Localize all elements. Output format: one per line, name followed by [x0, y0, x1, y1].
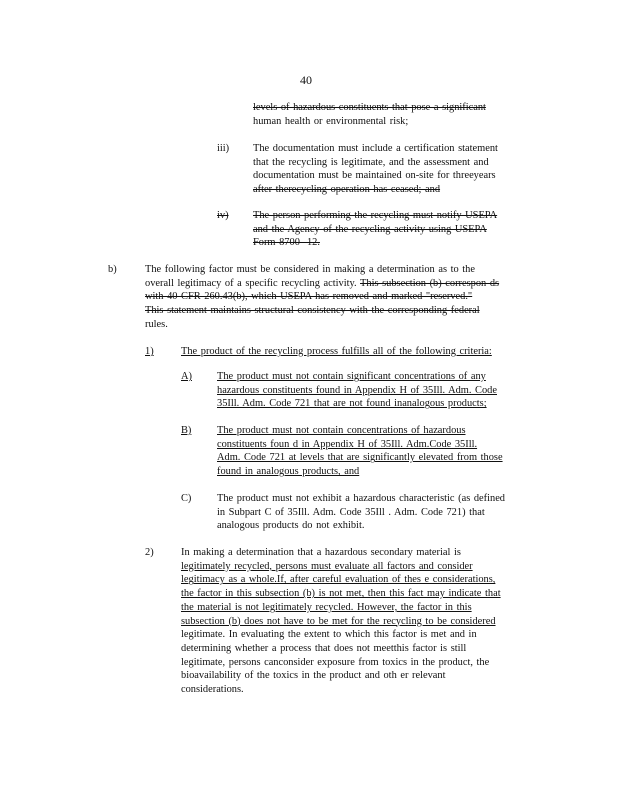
text-line: in Subpart C of 35Ill. Adm. Code 35Ill . Adm. Code 721) that: [217, 506, 485, 518]
underlined-text-line: subsection (b) does not have to be met for the recycling to be considered: [181, 615, 496, 627]
text-line: rules.: [145, 318, 168, 330]
struck-text-line: and the Agency of the recycling activity using USEPA: [253, 223, 487, 235]
struck-text-line: This statement maintains structural consistency with the corresponding federal: [145, 305, 480, 317]
text-line: The documentation must include a certification statement: [253, 143, 498, 154]
text-line: bioavailability of the toxics in the product and oth er relevant: [181, 670, 446, 682]
item-2-label: 2): [145, 547, 154, 558]
item-2-text: [181, 546, 501, 697]
underlined-text-line: The product must not contain significant concentrations of any: [217, 371, 486, 382]
underlined-text-line: hazardous constituents found in Appendix H of 35Ill. Adm. Code: [217, 384, 497, 396]
underlined-text-line: Adm. Code 721 at levels that are significantly elevated from those: [217, 452, 503, 464]
page-number: 40: [300, 73, 312, 87]
text-line: documentation must be maintained on-site for threeyears: [253, 170, 496, 182]
text-line: considerations.: [181, 684, 244, 696]
underlined-text-line: found in analogous products, and: [217, 466, 360, 478]
item-A-label: A): [181, 371, 192, 382]
text-line: The product must not exhibit a hazardous characteristic (as defined: [217, 493, 505, 504]
text-line: analogous products do not exhibit.: [217, 520, 365, 532]
text-line: that the recycling is legitimate, and the assessment and: [253, 156, 489, 168]
item-iii-label: iii): [217, 143, 230, 154]
item-B-label: B): [181, 425, 192, 436]
struck-text-line: levels of hazardous constituents that pose a significant: [253, 102, 486, 113]
text-line: [145, 277, 499, 291]
struck-text-line: with 40 CFR 260.43(b), which USEPA has removed and marked "reserved.": [145, 291, 473, 303]
text-fragment: overall legitimacy of a specific recycling activity.: [145, 277, 357, 289]
item-b-text: [145, 263, 499, 332]
underlined-text-line: The product must not contain concentrations of hazardous: [217, 425, 466, 436]
item-iv-label: iv): [217, 210, 229, 221]
struck-text-fragment: This subsection (b) correspon ds: [360, 277, 500, 289]
struck-text-line: Form 8700 -12.: [253, 237, 320, 249]
item-1-text: [181, 345, 492, 359]
underlined-text-line: legitimately recycled, persons must evaluate all factors and consider: [181, 560, 473, 572]
item-b-label: b): [108, 264, 117, 275]
underlined-text-line: constituents foun d in Appendix H of 35Ill. Adm.Code 35Ill.: [217, 438, 478, 450]
item-C-label: C): [181, 493, 192, 504]
item-C-text: [217, 492, 505, 533]
text-line: determining whether a process that does not meetthis factor is still: [181, 642, 467, 654]
text-line: In making a determination that a hazardous secondary material is: [181, 547, 461, 558]
item-1-label: 1): [145, 346, 154, 357]
item-iii-text: [253, 142, 498, 197]
text-line: human health or environmental risk;: [253, 115, 409, 127]
item-A-text: [217, 370, 497, 411]
text-line: legitimate, persons canconsider exposure from toxics in the product, the: [181, 656, 490, 668]
text-line: legitimate. In evaluating the extent to which this factor is met and in: [181, 629, 477, 641]
struck-text-line: The person performing the recycling must notify USEPA: [253, 210, 498, 221]
underlined-text-line: the material is not legitimately recycled. However, the factor in this: [181, 601, 472, 613]
underlined-text-line: legitimacy as a whole.If, after careful evaluation of thes e considerations,: [181, 574, 496, 586]
struck-text-line: after therecycling operation has ceased; and: [253, 184, 441, 196]
underlined-text-line: The product of the recycling process fulfills all of the following criteria:: [181, 346, 492, 357]
top-continuation: [253, 101, 486, 128]
underlined-text-line: the factor in this subsection (b) is not met, then this fact may indicate that: [181, 588, 501, 600]
item-B-text: [217, 424, 503, 479]
underlined-text-line: 35Ill. Adm. Code 721 that are not found inanalogous products;: [217, 398, 487, 410]
item-iv-text: [253, 209, 497, 250]
text-line: The following factor must be considered in making a determination as to the: [145, 264, 475, 275]
